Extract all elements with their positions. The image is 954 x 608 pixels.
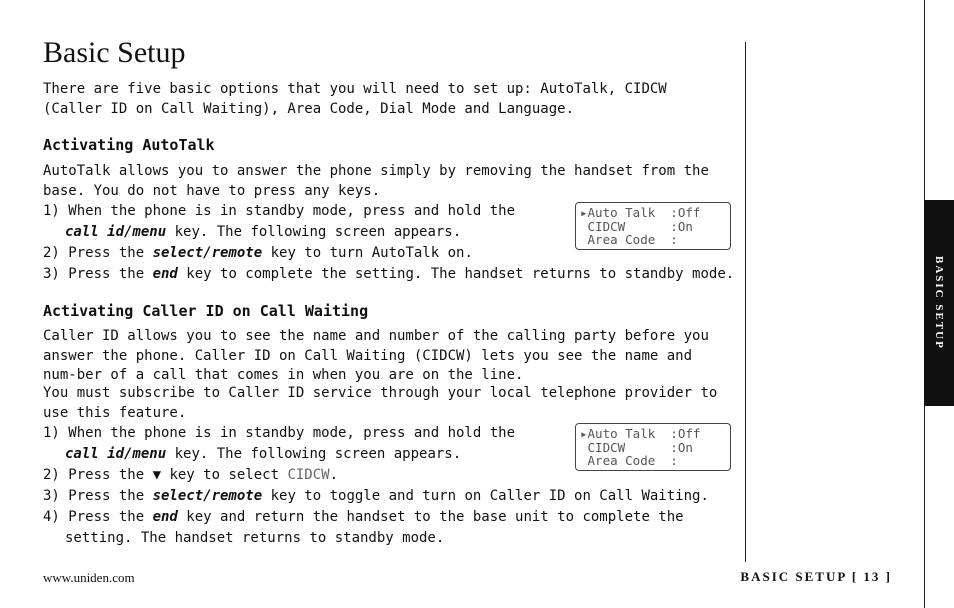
intro-paragraph: There are five basic options that you will need to set up: AutoTalk, CIDCW (Caller ID on Call Waiting), Area Code, Dial Mode and Language. <box>43 81 676 117</box>
step-text: 1) When the phone is in standby mode, press and hold the <box>43 203 516 219</box>
footer-page-number: BASIC SETUP [ 13 ] <box>740 569 892 584</box>
lcd-screen-2 <box>575 423 731 471</box>
lcd-line: Area Code : <box>580 232 678 247</box>
key-label: select/remote <box>152 488 263 504</box>
autotalk-step-3 <box>43 264 734 285</box>
step-text-cont <box>43 444 515 465</box>
step-text: key. The following screen appears. <box>166 446 462 462</box>
key-label: end <box>152 266 178 282</box>
section-heading-autotalk: Activating AutoTalk <box>43 136 215 154</box>
step-text: 4) Press the <box>43 509 153 525</box>
side-tab <box>924 200 954 406</box>
step-text: . <box>329 467 339 483</box>
cidcw-step-1 <box>43 423 515 465</box>
cidcw-paragraph-1: Caller ID allows you to see the name and number of the calling party before you answer the phone. Caller ID on Call Waiting (CIDCW) lets you see the name and num-ber of a call that comes in when you are on the line. <box>43 328 718 383</box>
step-text: 3) Press the <box>43 266 153 282</box>
lcd-text: CIDCW <box>287 467 330 483</box>
key-label: call id/menu <box>65 446 167 462</box>
step-text: key. The following screen appears. <box>166 224 462 240</box>
cidcw-step-3 <box>43 486 709 507</box>
key-label: end <box>152 509 178 525</box>
step-text: 1) When the phone is in standby mode, press and hold the <box>43 425 516 441</box>
step-text: key and return the handset to the base unit to complete the <box>177 509 684 525</box>
step-text: 2) Press the <box>43 245 153 261</box>
lcd-line: CIDCW :On <box>580 439 693 455</box>
side-tab-label: BASIC SETUP <box>933 256 945 350</box>
step-text-cont: setting. The handset returns to standby mode. <box>65 530 445 546</box>
column-divider <box>745 42 746 562</box>
step-text: key to turn AutoTalk on. <box>262 245 473 261</box>
lcd-screen-1 <box>575 202 731 250</box>
page-title: Basic Setup <box>43 36 186 69</box>
autotalk-paragraph: AutoTalk allows you to answer the phone simply by removing the handset from the base. You do not have to press any keys. <box>43 163 718 199</box>
cidcw-step-2 <box>43 465 338 486</box>
cidcw-step-4 <box>43 507 684 549</box>
step-text: key to toggle and turn on Caller ID on Call Waiting. <box>262 488 709 504</box>
step-text: key to select <box>161 467 288 483</box>
footer-url: www.uniden.com <box>43 570 135 585</box>
lcd-line: ▸Auto Talk :Off <box>580 426 701 441</box>
lcd-line: ▸Auto Talk :Off <box>580 205 701 220</box>
autotalk-step-1 <box>43 201 515 243</box>
key-label: select/remote <box>152 245 263 261</box>
lcd-line: CIDCW :On <box>580 218 693 234</box>
step-text: 3) Press the <box>43 488 153 504</box>
cidcw-paragraph-2: You must subscribe to Caller ID service through your local telephone provider to use this feature. <box>43 385 726 421</box>
autotalk-step-2 <box>43 243 473 264</box>
key-label: call id/menu <box>65 224 167 240</box>
step-text: 2) Press the <box>43 467 153 483</box>
step-text: key to complete the setting. The handset returns to standby mode. <box>177 266 735 282</box>
section-heading-cidcw: Activating Caller ID on Call Waiting <box>43 302 369 320</box>
step-text-cont <box>43 222 515 243</box>
down-arrow-icon: ▼ <box>152 467 162 483</box>
lcd-line: Area Code : <box>580 453 678 468</box>
